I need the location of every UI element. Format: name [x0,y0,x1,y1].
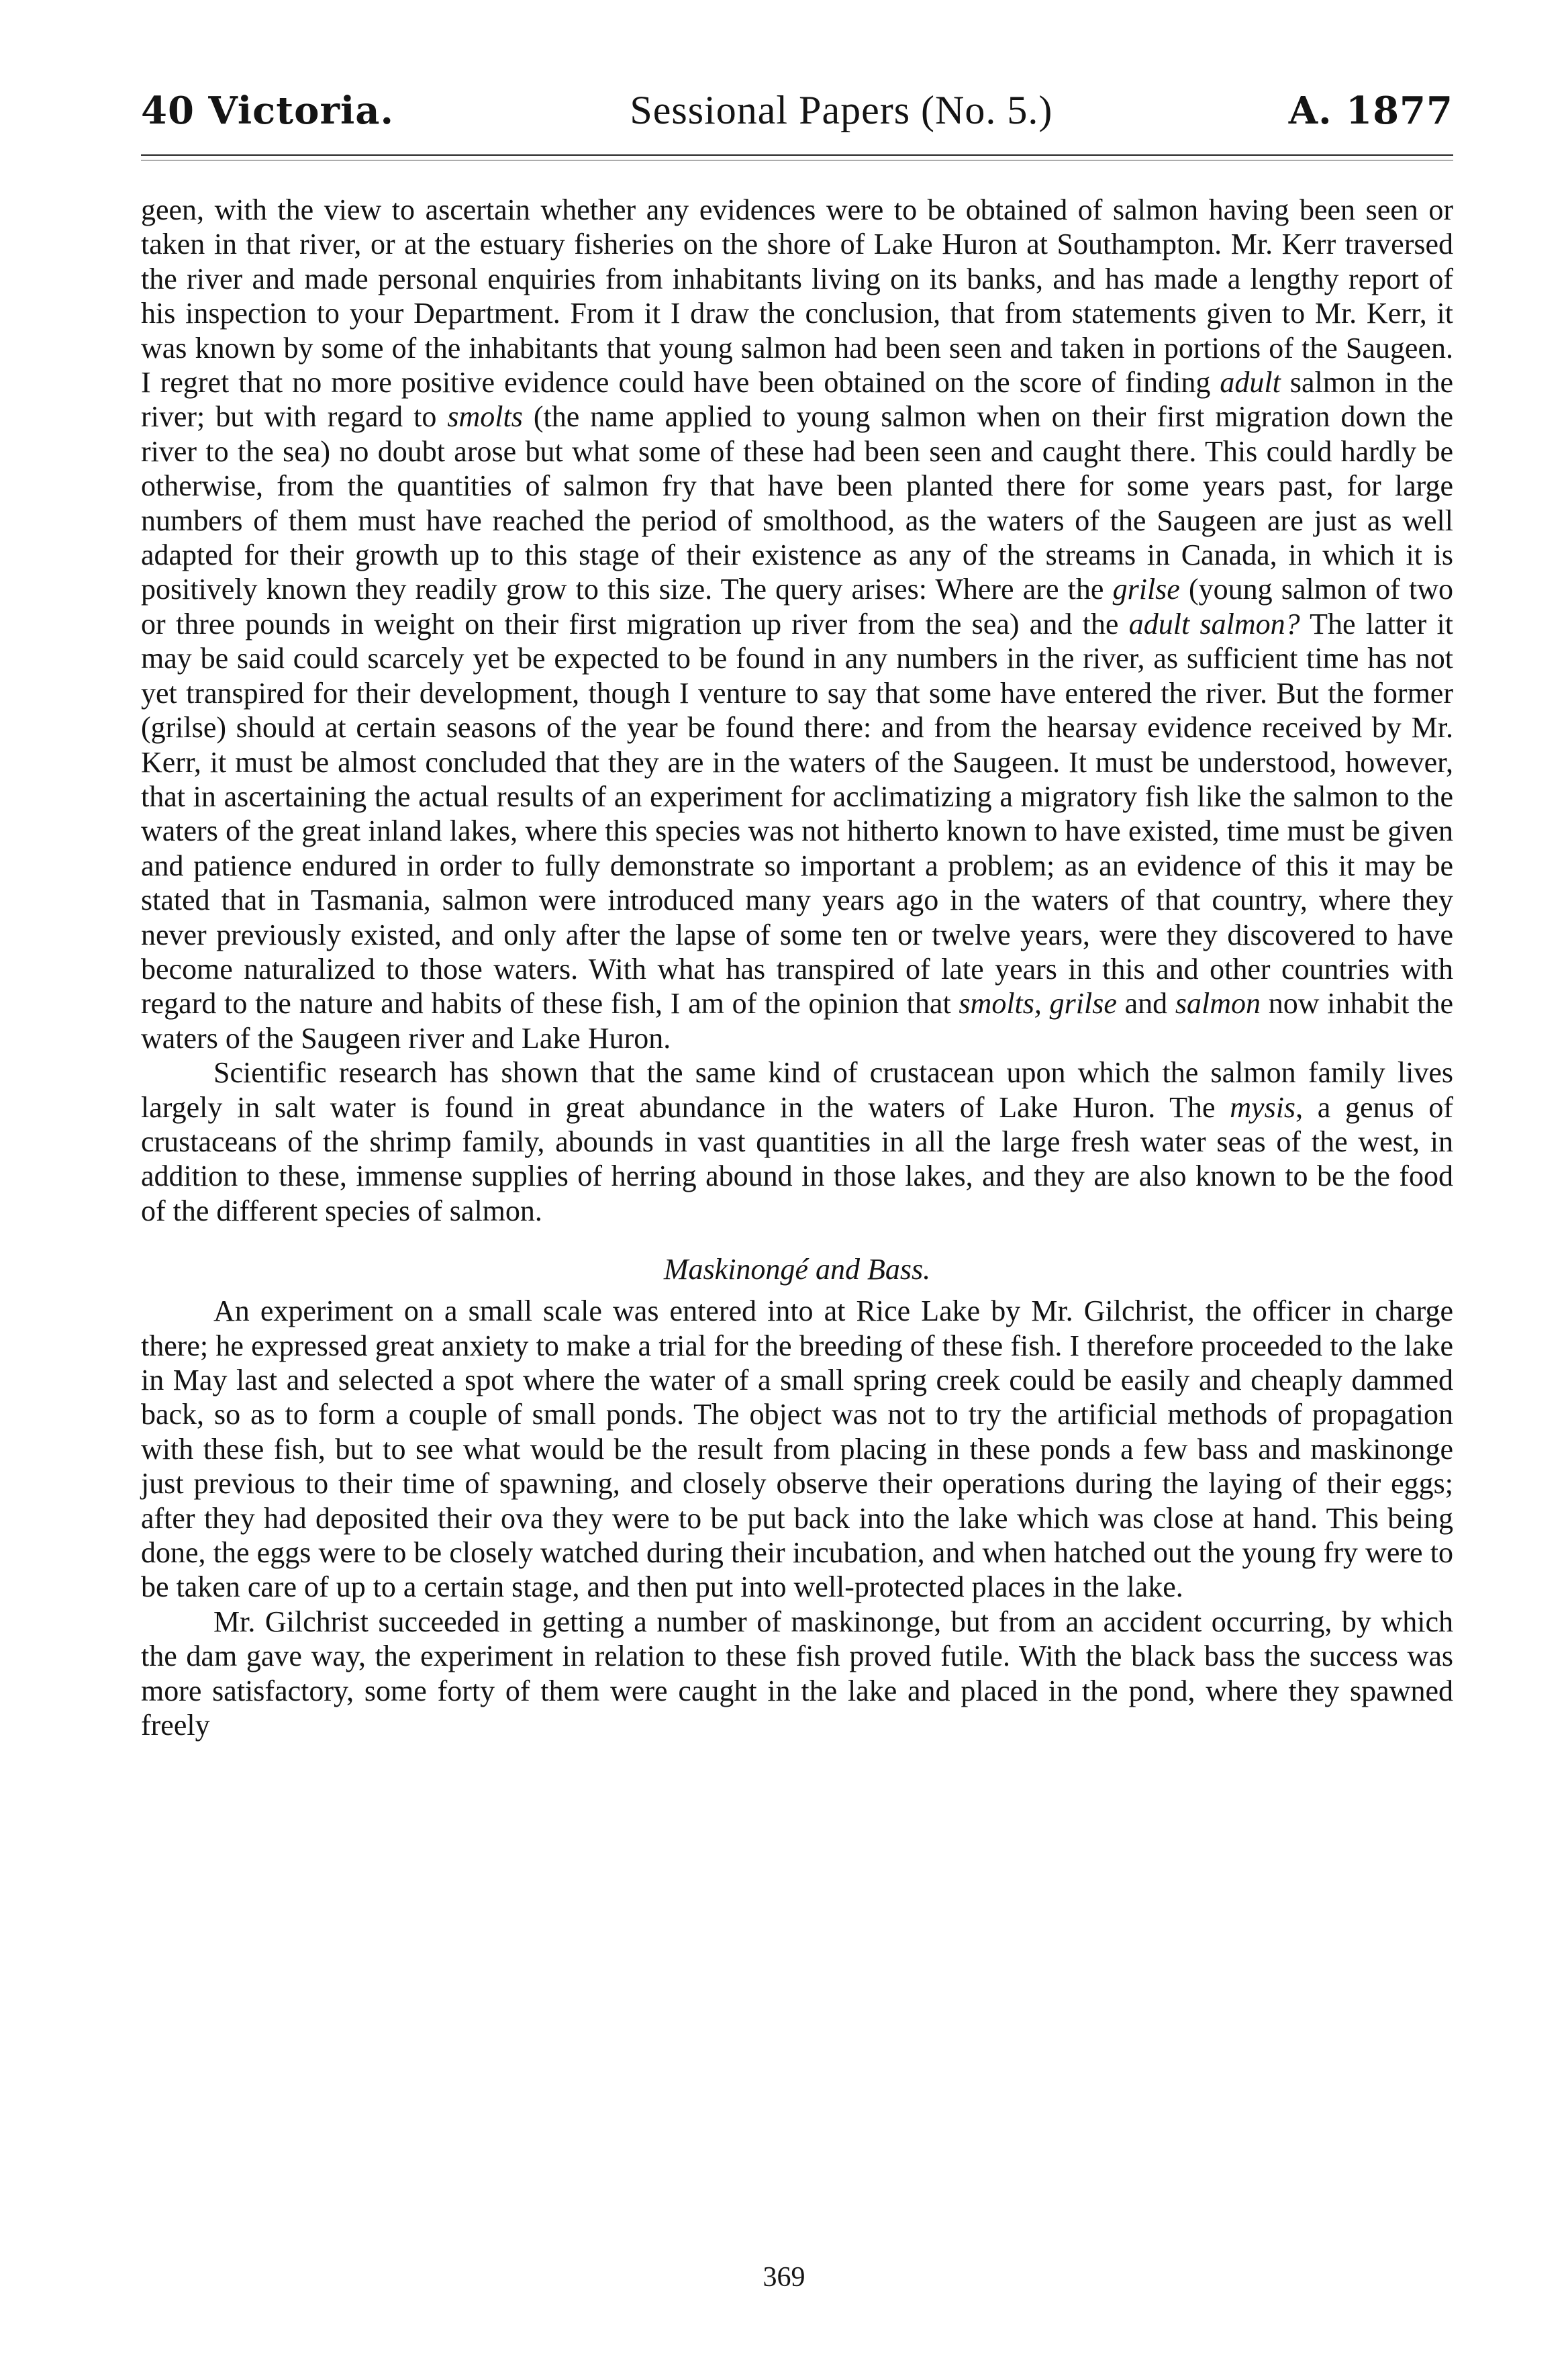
header-rule [141,154,1453,156]
paragraph-crustacean: Scientific research has shown that the same kind of crustacean upon which the salmon family lives largely in salt water is found in great abundance in the waters of Lake Huron. The mysis, a genus of crustaceans of the shrimp family, abounds in vast quantities in all the large fresh water seas of the west, in addition to these, immense supplies of herring abound in those lakes, and they are also known to be the food of the different species of salmon. [141,1056,1453,1227]
paragraph-gilchrist: Mr. Gilchrist succeeded in getting a number of maskinonge, but from an accident occurring, by which the dam gave way, the experiment in relation to these fish proved futile. With the black bass the success was more satisfactory, some forty of them were caught in the lake and placed in the pond, where they spawned freely [141,1605,1453,1742]
paragraph-salmon-saugeen: geen, with the view to ascertain whether any evidences were to be obtained of salmon having been seen or taken in that river, or at the estuary fisheries on the shore of Lake Huron at Southampton. Mr. Kerr traversed the river and made personal enquiries from inhabitants living on its banks, and has made a lengthy report of his inspection to your Department. From it I draw the conclusion, that from statements given to Mr. Kerr, it was known by some of the inhabitants that young salmon had been seen and taken in portions of the Saugeen. I regret that no more positive evidence could have been obtained on the score of finding adult salmon in the river; but with regard to smolts (the name applied to young salmon when on their first migration down the river to the sea) no doubt arose but what some of these had been seen and caught there. This could hardly be otherwise, from the quantities of salmon fry that have been planted there for some years past, for large numbers of them must have reached the period of smolthood, as the waters of the Saugeen are just as well adapted for their growth up to this stage of their existence as any of the streams in Canada, in which it is positively known they readily grow to this size. The query arises: Where are the grilse (young salmon of two or three pounds in weight on their first migration up river from the sea) and the adult salmon? The latter it may be said could scarcely yet be expected to be found in any numbers in the river, as sufficient time has not yet transpired for their development, though I venture to say that some have entered the river. But the former (grilse) should at certain seasons of the year be found there: and from the hearsay evidence received by Mr. Kerr, it must be almost concluded that they are in the waters of the Saugeen. It must be understood, however, that in ascertaining the actual results of an experiment for acclimatizing a migratory fish like the salmon to the waters of the great inland lakes, where this species was not hitherto known to have existed, time must be given and patience endured in order to fully demonstrate so important a problem; as an evidence of this it may be stated that in Tasmania, salmon were introduced many years ago in the waters of that country, where they never previously existed, and only after the lapse of some ten or twelve years, were they discovered to have become naturalized to those waters. With what has transpired of late years in this and other countries with regard to the nature and habits of these fish, I am of the opinion that smolts, grilse and salmon now inhabit the waters of the Saugeen river and Lake Huron. [141,193,1454,1055]
header-year: A. 1877 [1288,89,1453,133]
header-title: Sessional Papers (No. 5.) [630,88,1053,132]
document-page [141,87,1453,1742]
running-header [141,87,1453,141]
paragraph-rice-lake: An experiment on a small scale was entered into at Rice Lake by Mr. Gilchrist, the officer in charge there; he expressed great anxiety to make a trial for the breeding of these fish. I therefore proceeded to the lake in May last and selected a spot where the water of a small spring creek could be easily and cheaply dammed back, so as to form a couple of small ponds. The object was not to try the artificial methods of propagation with these fish, but to see what would be the result from placing in these ponds a few bass and maskinonge just previous to their time of spawning, and closely observe their operations during the laying of their eggs; after they had deposited their ova they were to be put back into the lake which was close at hand. This being done, the eggs were to be closely watched during their incubation, and when hatched out the young fry were to be taken care of up to a certain stage, and then put into well-protected places in the lake. [141,1294,1453,1604]
page-number: 369 [763,2262,805,2293]
body-text [141,193,1453,1742]
section-heading: Maskinongé and Bass. [663,1253,931,1286]
header-volume: 40 Victoria. [141,89,395,133]
